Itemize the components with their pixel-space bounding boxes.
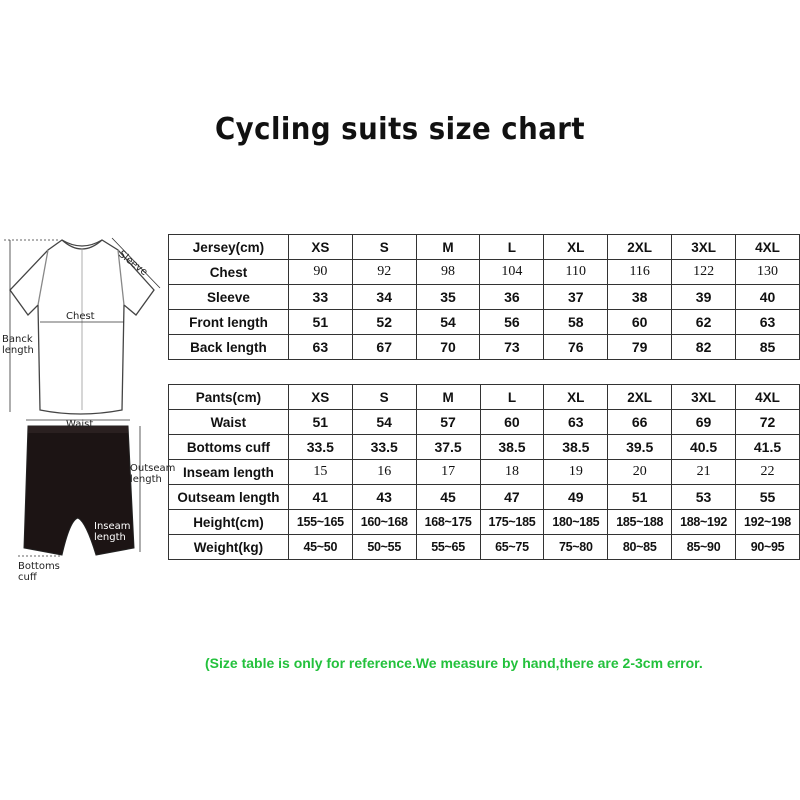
table-cell: 18 <box>480 460 544 485</box>
table-cell: 188~192 <box>672 510 736 535</box>
row-label: Bottoms cuff <box>169 435 289 460</box>
size-header-cell: 2XL <box>608 385 672 410</box>
table-cell: 16 <box>352 460 416 485</box>
table-cell: 55~65 <box>416 535 480 560</box>
table-cell: 41 <box>288 485 352 510</box>
size-header-cell: M <box>416 235 480 260</box>
table-cell: 192~198 <box>736 510 800 535</box>
measurement-note: (Size table is only for reference.We measure by hand,there are 2-3cm error. <box>205 655 703 671</box>
table-cell: 49 <box>544 485 608 510</box>
size-header-cell: S <box>352 385 416 410</box>
inseam-label <box>94 521 131 543</box>
table-cell: 72 <box>736 410 800 435</box>
garment-illustration <box>0 0 180 600</box>
table-cell: 51 <box>288 310 352 335</box>
bottoms-cuff-label-line2: cuff <box>18 572 37 583</box>
row-label: Inseam length <box>169 460 289 485</box>
table-cell: 92 <box>352 260 416 285</box>
table-cell: 63 <box>288 335 352 360</box>
table-row <box>169 435 800 460</box>
table-cell: 43 <box>352 485 416 510</box>
table-row <box>169 285 800 310</box>
inseam-label-line1: Inseam <box>94 521 131 532</box>
table-cell: 58 <box>544 310 608 335</box>
row-label: Front length <box>169 310 289 335</box>
table-cell: 51 <box>288 410 352 435</box>
pants-header-row <box>169 385 800 410</box>
back-length-label <box>2 334 34 356</box>
table-cell: 185~188 <box>608 510 672 535</box>
jersey-header-cell: Jersey(cm) <box>169 235 289 260</box>
table-cell: 79 <box>608 335 672 360</box>
table-cell: 80~85 <box>608 535 672 560</box>
table-cell: 51 <box>608 485 672 510</box>
row-label: Height(cm) <box>169 510 289 535</box>
table-cell: 38 <box>608 285 672 310</box>
table-cell: 69 <box>672 410 736 435</box>
row-label: Weight(kg) <box>169 535 289 560</box>
table-row <box>169 335 800 360</box>
size-header-cell: 3XL <box>672 385 736 410</box>
table-cell: 155~165 <box>288 510 352 535</box>
table-cell: 90 <box>288 260 352 285</box>
pants-size-table <box>168 384 800 560</box>
outseam-label-line2: length <box>130 474 162 485</box>
pants-header-cell: Pants(cm) <box>169 385 289 410</box>
table-cell: 110 <box>544 260 608 285</box>
table-cell: 52 <box>352 310 416 335</box>
size-header-cell: 4XL <box>736 235 800 260</box>
table-cell: 60 <box>480 410 544 435</box>
table-cell: 90~95 <box>736 535 800 560</box>
table-cell: 20 <box>608 460 672 485</box>
row-label: Sleeve <box>169 285 289 310</box>
table-cell: 19 <box>544 460 608 485</box>
size-header-cell: L <box>480 235 544 260</box>
table-cell: 160~168 <box>352 510 416 535</box>
table-cell: 15 <box>288 460 352 485</box>
table-cell: 41.5 <box>736 435 800 460</box>
table-cell: 34 <box>352 285 416 310</box>
table-cell: 33.5 <box>352 435 416 460</box>
table-cell: 33.5 <box>288 435 352 460</box>
chest-label: Chest <box>66 311 95 322</box>
table-cell: 116 <box>608 260 672 285</box>
size-header-cell: XS <box>288 385 352 410</box>
table-cell: 122 <box>672 260 736 285</box>
table-cell: 180~185 <box>544 510 608 535</box>
row-label: Chest <box>169 260 289 285</box>
table-cell: 17 <box>416 460 480 485</box>
table-row <box>169 410 800 435</box>
table-cell: 53 <box>672 485 736 510</box>
jersey-size-table <box>168 234 800 360</box>
table-cell: 40 <box>736 285 800 310</box>
table-cell: 66 <box>608 410 672 435</box>
table-cell: 45 <box>416 485 480 510</box>
table-cell: 175~185 <box>480 510 544 535</box>
table-cell: 60 <box>608 310 672 335</box>
table-row <box>169 260 800 285</box>
table-cell: 39 <box>672 285 736 310</box>
table-cell: 38.5 <box>544 435 608 460</box>
table-cell: 130 <box>736 260 800 285</box>
table-cell: 40.5 <box>672 435 736 460</box>
table-cell: 76 <box>544 335 608 360</box>
table-cell: 55 <box>736 485 800 510</box>
table-cell: 39.5 <box>608 435 672 460</box>
table-cell: 47 <box>480 485 544 510</box>
table-cell: 98 <box>416 260 480 285</box>
table-cell: 50~55 <box>352 535 416 560</box>
size-header-cell: XL <box>544 385 608 410</box>
size-header-cell: 4XL <box>736 385 800 410</box>
row-label: Waist <box>169 410 289 435</box>
size-header-cell: XS <box>288 235 352 260</box>
row-label: Outseam length <box>169 485 289 510</box>
size-header-cell: L <box>480 385 544 410</box>
table-cell: 37.5 <box>416 435 480 460</box>
table-cell: 36 <box>480 285 544 310</box>
table-cell: 45~50 <box>288 535 352 560</box>
table-cell: 54 <box>416 310 480 335</box>
size-header-cell: XL <box>544 235 608 260</box>
size-header-cell: 3XL <box>672 235 736 260</box>
back-length-label-line2: length <box>2 345 34 356</box>
table-cell: 63 <box>544 410 608 435</box>
table-cell: 85~90 <box>672 535 736 560</box>
table-row <box>169 460 800 485</box>
table-cell: 75~80 <box>544 535 608 560</box>
size-header-cell: 2XL <box>608 235 672 260</box>
table-cell: 54 <box>352 410 416 435</box>
size-header-cell: M <box>416 385 480 410</box>
bottoms-cuff-label-line1: Bottoms <box>18 561 60 572</box>
table-cell: 73 <box>480 335 544 360</box>
table-cell: 85 <box>736 335 800 360</box>
jersey-header-row <box>169 235 800 260</box>
table-cell: 104 <box>480 260 544 285</box>
table-cell: 33 <box>288 285 352 310</box>
table-cell: 70 <box>416 335 480 360</box>
size-header-cell: S <box>352 235 416 260</box>
bottoms-cuff-label <box>18 561 60 583</box>
outseam-label-line1: Outseam <box>130 463 176 474</box>
table-row <box>169 535 800 560</box>
sleeve-label: Sleeve <box>116 248 150 279</box>
table-cell: 21 <box>672 460 736 485</box>
inseam-label-line2: length <box>94 532 126 543</box>
table-cell: 37 <box>544 285 608 310</box>
table-cell: 65~75 <box>480 535 544 560</box>
table-cell: 56 <box>480 310 544 335</box>
table-cell: 67 <box>352 335 416 360</box>
table-cell: 57 <box>416 410 480 435</box>
waist-label: Waist <box>66 419 94 430</box>
table-cell: 35 <box>416 285 480 310</box>
table-cell: 22 <box>736 460 800 485</box>
table-cell: 168~175 <box>416 510 480 535</box>
chart-title: Cycling suits size chart <box>214 112 586 147</box>
table-row <box>169 485 800 510</box>
table-cell: 62 <box>672 310 736 335</box>
table-cell: 82 <box>672 335 736 360</box>
row-label: Back length <box>169 335 289 360</box>
back-length-label-line1: Banck <box>2 334 33 345</box>
table-cell: 63 <box>736 310 800 335</box>
table-row <box>169 310 800 335</box>
table-row <box>169 510 800 535</box>
table-cell: 38.5 <box>480 435 544 460</box>
